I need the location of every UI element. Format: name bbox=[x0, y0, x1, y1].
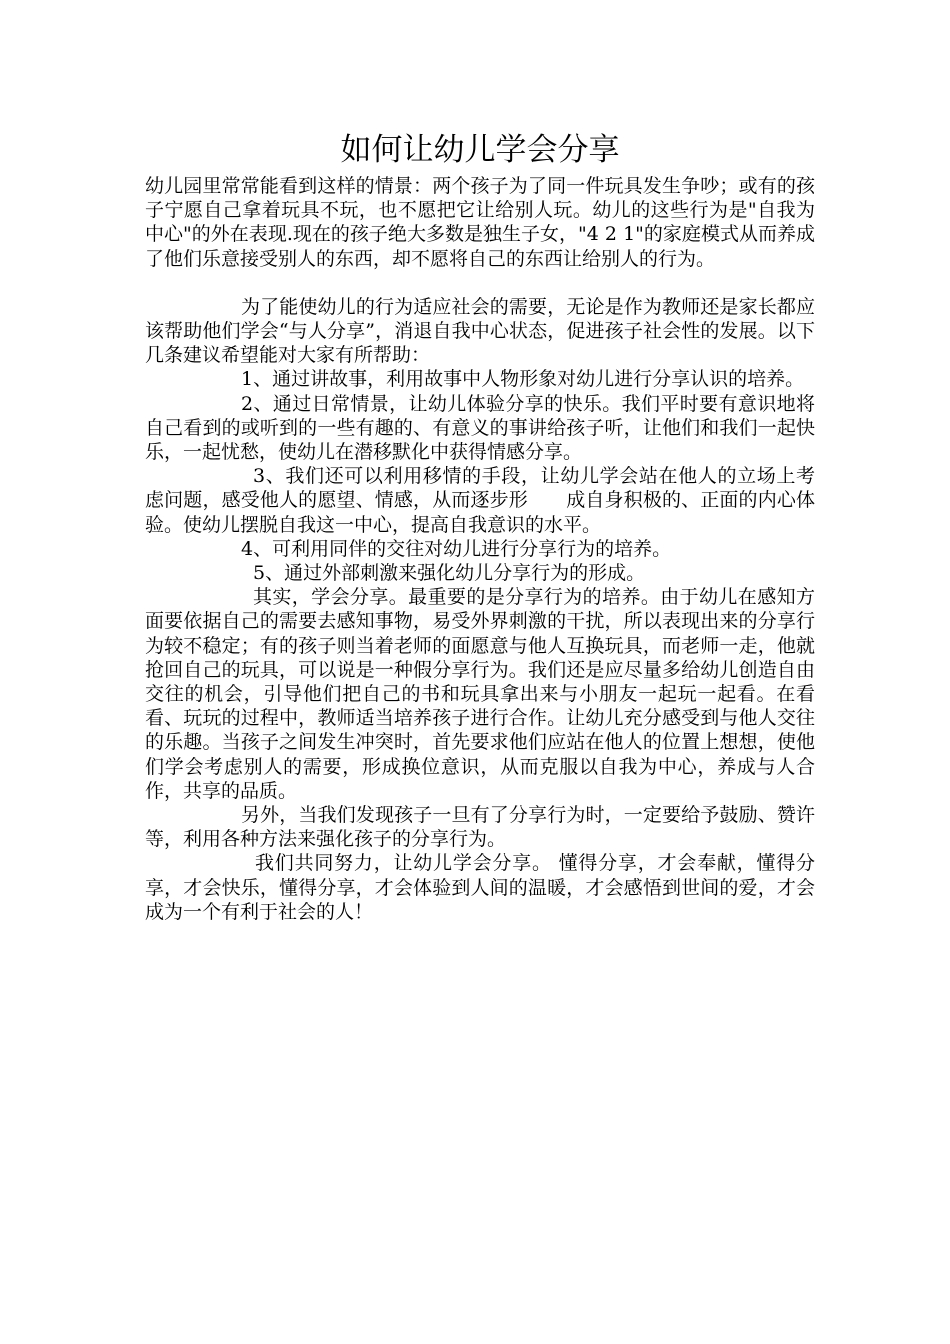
paragraph-conclusion: 我们共同努力，让幼儿学会分享。 懂得分享，才会奉献，懂得分享，才会快乐，懂得分享，才会体验到人间的温暖，才会感悟到世间的爱，才会成为一个有利于社会的人！ bbox=[145, 852, 815, 923]
paragraph-tip-5: 5、通过外部刺激来强化幼儿分享行为的形成。 bbox=[253, 562, 646, 585]
paragraph-tip-2: 2、通过日常情景，让幼儿体验分享的快乐。我们平时要有意识地将自己看到的或听到的一些有趣的、有意义的事讲给孩子听，让他们和我们一起快乐，一起忧愁，使幼儿在潜移默化中获得情感分享。 bbox=[145, 392, 815, 464]
paragraph-purpose: 为了能使幼儿的行为适应社会的需要，无论是作为教师还是家长都应该帮助他们学会“与人分享”，消退自我中心状态，促进孩子社会性的发展。以下几条建议希望能对大家有所帮助： bbox=[145, 295, 815, 367]
document-page bbox=[145, 128, 815, 924]
document-title: 如何让幼儿学会分享 bbox=[340, 132, 620, 168]
paragraph-moreover: 另外，当我们发现孩子一旦有了分享行为时，一定要给予鼓励、赞许等，利用各种方法来强化孩子的分享行为。 bbox=[145, 804, 815, 851]
paragraph-tip-3: 3、我们还可以利用移情的手段，让幼儿学会站在他人的立场上考虑问题，感受他人的愿望、情感，从而逐步形 成自身积极的、正面的内心体验。使幼儿摆脱自我这一中心，提高自我意识的水平。 bbox=[145, 465, 815, 536]
paragraph-tip-1: 1、通过讲故事，利用故事中人物形象对幼儿进行分享认识的培养。 bbox=[241, 368, 805, 391]
paragraph-gap bbox=[145, 271, 815, 295]
paragraph-in-fact: 其实，学会分享。最重要的是分享行为的培养。由于幼儿在感知方面要依据自己的需要去感知事物，易受外界刺激的干扰，所以表现出来的分享行为较不稳定；有的孩子则当着老师的面愿意与他人互换玩具，而老师一走，他就抢回自己的玩具，可以说是一种假分享行为。我们还是应尽量多给幼儿创造自由交往的机会，引导他们把自己的书和玩具拿出来与小朋友一起玩一起看。在看看、玩玩的过程中，教师适当培养孩子进行合作。让幼儿充分感受到与他人交往的乐趣。当孩子之间发生冲突时，首先要求他们应站在他人的位置上想想，使他们学会考虑别人的需要，形成换位意识，从而克服以自我为中心，养成与人合作，共享的品质。 bbox=[145, 586, 815, 802]
paragraph-intro: 幼儿园里常常能看到这样的情景：两个孩子为了同一件玩具发生争吵；或有的孩子宁愿自己拿着玩具不玩，也不愿把它让给别人玩。幼儿的这些行为是"自我为中心"的外在表现.现在的孩子绝大多数是独生子女，"4 2 1"的家庭模式从而养成了他们乐意接受别人的东西，却不愿将自己的东西让给别人的行为。 bbox=[145, 175, 815, 270]
paragraph-tip-4: 4、可利用同伴的交往对幼儿进行分享行为的培养。 bbox=[241, 537, 672, 560]
